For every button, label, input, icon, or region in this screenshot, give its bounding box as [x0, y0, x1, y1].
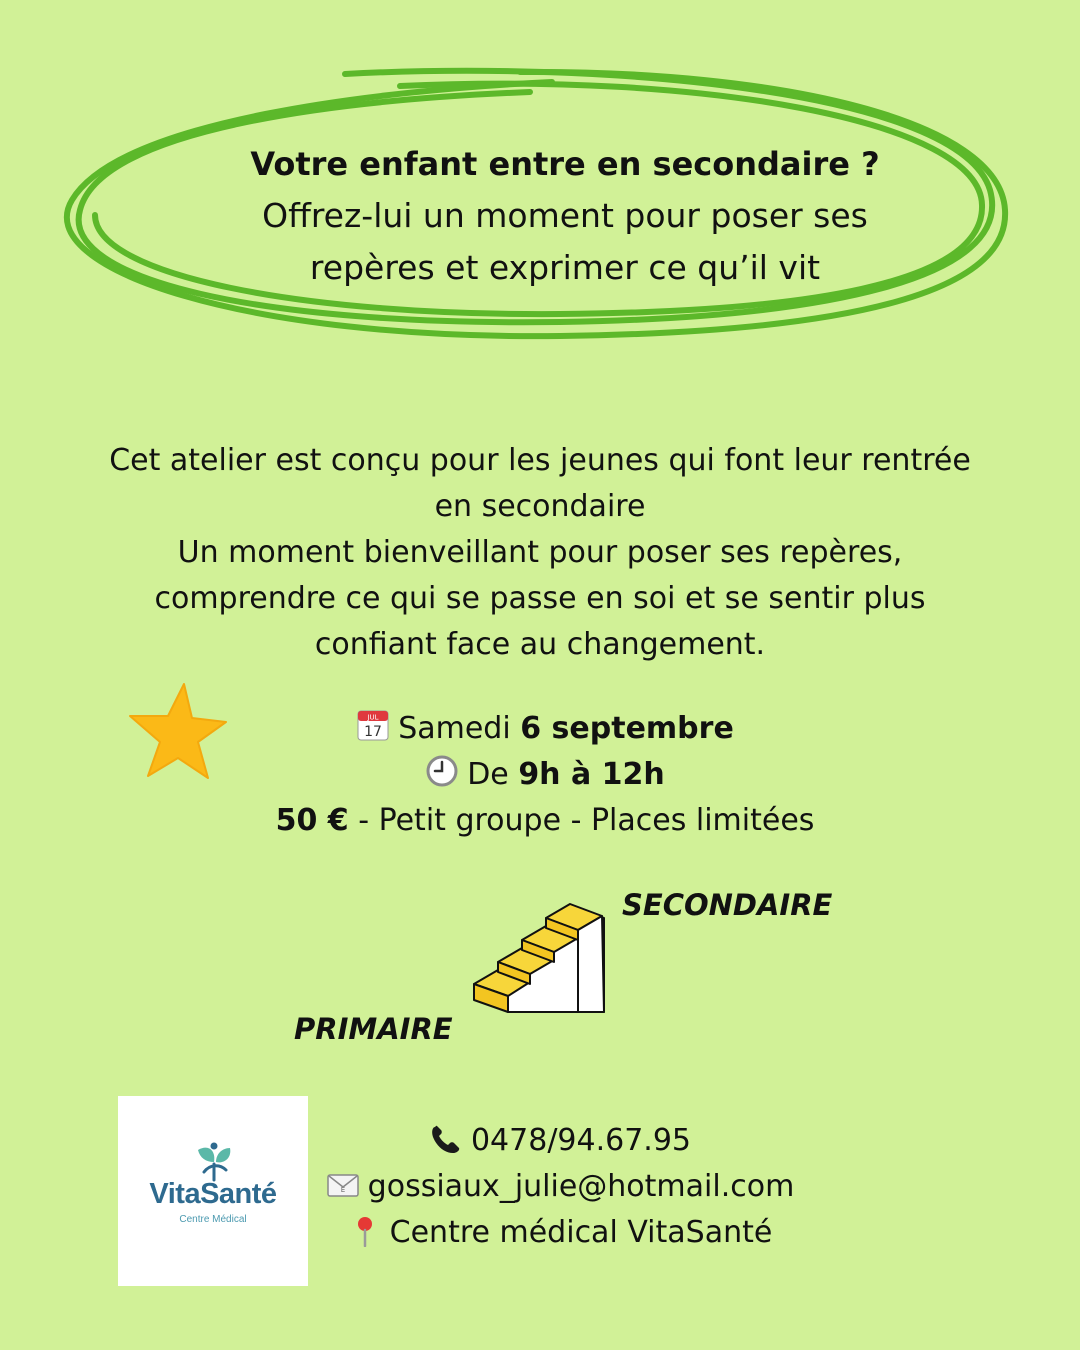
svg-text:E: E [340, 1186, 345, 1194]
hero-line-2: repères et exprimer ce qu’il vit [309, 248, 821, 287]
time-prefix: De [467, 757, 509, 792]
logo-name: VitaSanté [149, 1178, 277, 1210]
logo-subtitle: Centre Médical [179, 1214, 247, 1225]
clock-icon [425, 754, 459, 788]
price-suffix: - Petit groupe - Places limitées [358, 803, 815, 838]
level-secondaire: SECONDAIRE [622, 888, 833, 922]
level-primaire: PRIMAIRE [294, 1012, 453, 1046]
phone-row [290, 1118, 830, 1164]
contact-block [290, 1118, 830, 1256]
intro-line-3: Un moment bienveillant pour poser ses repères, [177, 535, 903, 570]
intro-line-2: en secondaire [434, 489, 646, 524]
calendar-icon [356, 708, 390, 742]
email-address[interactable]: gossiaux_julie@hotmail.com [367, 1169, 795, 1204]
vitasante-logo [118, 1096, 308, 1286]
location-name: Centre médical VitaSanté [389, 1215, 773, 1250]
hero-question: Votre enfant entre en secondaire ? [250, 145, 880, 183]
email-row [290, 1164, 830, 1210]
location-row [290, 1210, 830, 1256]
intro-line-1: Cet atelier est conçu pour les jeunes qui font leur rentrée [109, 443, 971, 478]
price-row [240, 798, 850, 844]
svg-text:JUL: JUL [367, 713, 379, 722]
intro-line-5: confiant face au changement. [314, 627, 766, 662]
hero-text [150, 138, 980, 294]
pin-icon [348, 1215, 382, 1247]
svg-text:17: 17 [364, 724, 383, 740]
date-value: 6 septembre [520, 711, 734, 746]
time-row [240, 752, 850, 798]
star-icon [126, 680, 230, 780]
date-prefix: Samedi [398, 711, 511, 746]
price-value: 50 € [275, 803, 349, 838]
envelope-icon [326, 1169, 360, 1201]
intro-line-4: comprendre ce qui se passe en soi et se sentir plus [154, 581, 926, 616]
time-value: 9h à 12h [518, 757, 665, 792]
event-details [240, 706, 850, 844]
date-row [240, 706, 850, 752]
stairs-icon [468, 900, 610, 1018]
intro-paragraph [60, 438, 1020, 668]
phone-number[interactable]: 0478/94.67.95 [470, 1123, 692, 1158]
leaf-figure-icon [192, 1142, 236, 1182]
phone-icon [429, 1123, 463, 1155]
hero-line-1: Offrez-lui un moment pour poser ses [262, 196, 868, 235]
